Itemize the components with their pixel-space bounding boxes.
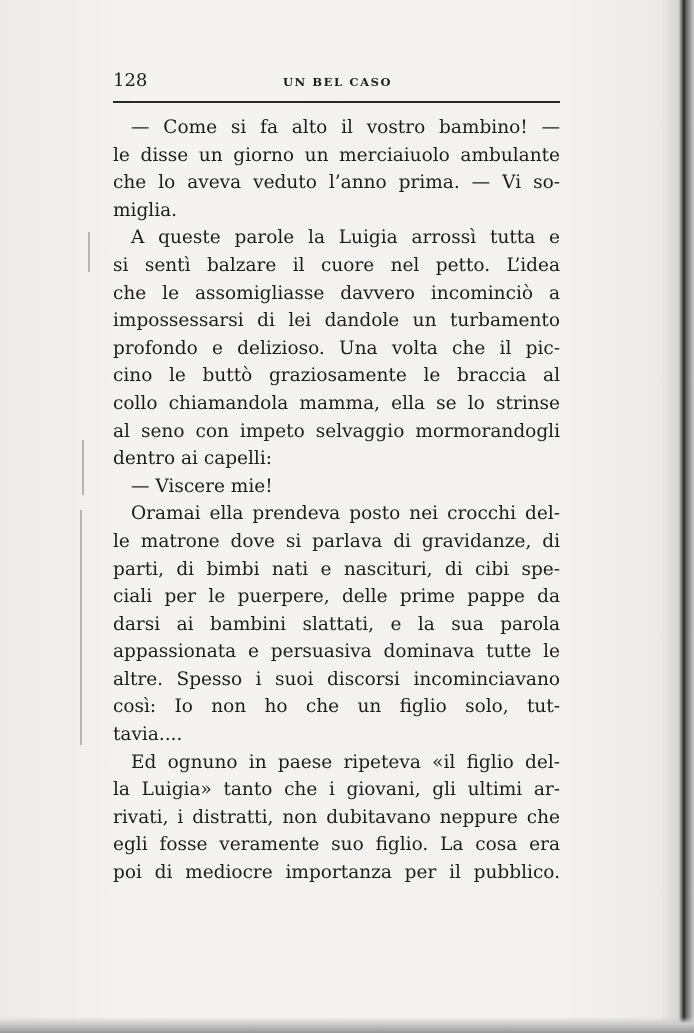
text-line: le disse un giorno un merciaiuolo ambulante bbox=[113, 144, 560, 166]
text-line: la Luigia» tanto che i giovani, gli ultimi ar- bbox=[113, 779, 560, 801]
text-line: si sentì balzare il cuore nel petto. L’idea bbox=[113, 254, 560, 276]
margin-mark bbox=[82, 440, 84, 495]
text-line: parti, di bimbi nati e nascituri, di cibi spe- bbox=[113, 558, 560, 580]
text-line: le matrone dove si parlava di gravidanze, di bbox=[113, 530, 560, 552]
text-line: ciali per le puerpere, delle prime pappe da bbox=[113, 586, 560, 608]
text-line: Ed ognuno in paese ripeteva «il figlio del- bbox=[131, 751, 560, 773]
text-line: appassionata e persuasiva dominava tutte le bbox=[113, 641, 560, 663]
text-line: miglia. bbox=[113, 199, 178, 221]
text-line: — Viscere mie! bbox=[131, 475, 273, 497]
body-text bbox=[113, 114, 560, 887]
text-line: profondo e delizioso. Una volta che il pic- bbox=[113, 337, 560, 359]
text-line: cino le buttò graziosamente le braccia al bbox=[113, 365, 560, 387]
text-line: tavia.... bbox=[113, 724, 183, 746]
text-line: A queste parole la Luigia arrossì tutta e bbox=[131, 227, 560, 249]
margin-mark bbox=[88, 232, 90, 272]
text-line: al seno con impeto selvaggio mormorandogli bbox=[113, 420, 560, 442]
text-line: che le assomigliasse davvero incominciò a bbox=[113, 282, 560, 304]
text-line: altre. Spesso i suoi discorsi incominciavano bbox=[113, 668, 560, 690]
running-title: UN BEL CASO bbox=[283, 75, 393, 89]
text-line: rivati, i distratti, non dubitavano neppure che bbox=[113, 806, 560, 828]
page-bottom-edge bbox=[0, 1017, 694, 1033]
text-line: impossessarsi di lei dandole un turbamento bbox=[113, 310, 560, 332]
text-line: collo chiamandola mamma, ella se lo strinse bbox=[113, 392, 560, 414]
text-line: egli fosse veramente suo figlio. La cosa era bbox=[113, 834, 560, 856]
text-line: Oramai ella prendeva posto nei crocchi del- bbox=[131, 503, 560, 525]
text-line: — Come si fa alto il vostro bambino! — bbox=[131, 117, 560, 138]
text-line: che lo aveva veduto l’anno prima. — Vi so- bbox=[113, 172, 560, 194]
text-line: così: Io non ho che un figlio solo, tut- bbox=[113, 696, 560, 718]
text-line: darsi ai bambini slattati, e la sua parola bbox=[113, 613, 560, 635]
text-line: poi di mediocre importanza per il pubblico. bbox=[113, 862, 560, 884]
margin-mark bbox=[80, 510, 82, 745]
header-rule bbox=[113, 101, 560, 103]
page-edge-shadow bbox=[660, 0, 694, 1033]
text-line: dentro ai capelli: bbox=[113, 448, 272, 470]
page-number: 128 bbox=[113, 70, 148, 91]
